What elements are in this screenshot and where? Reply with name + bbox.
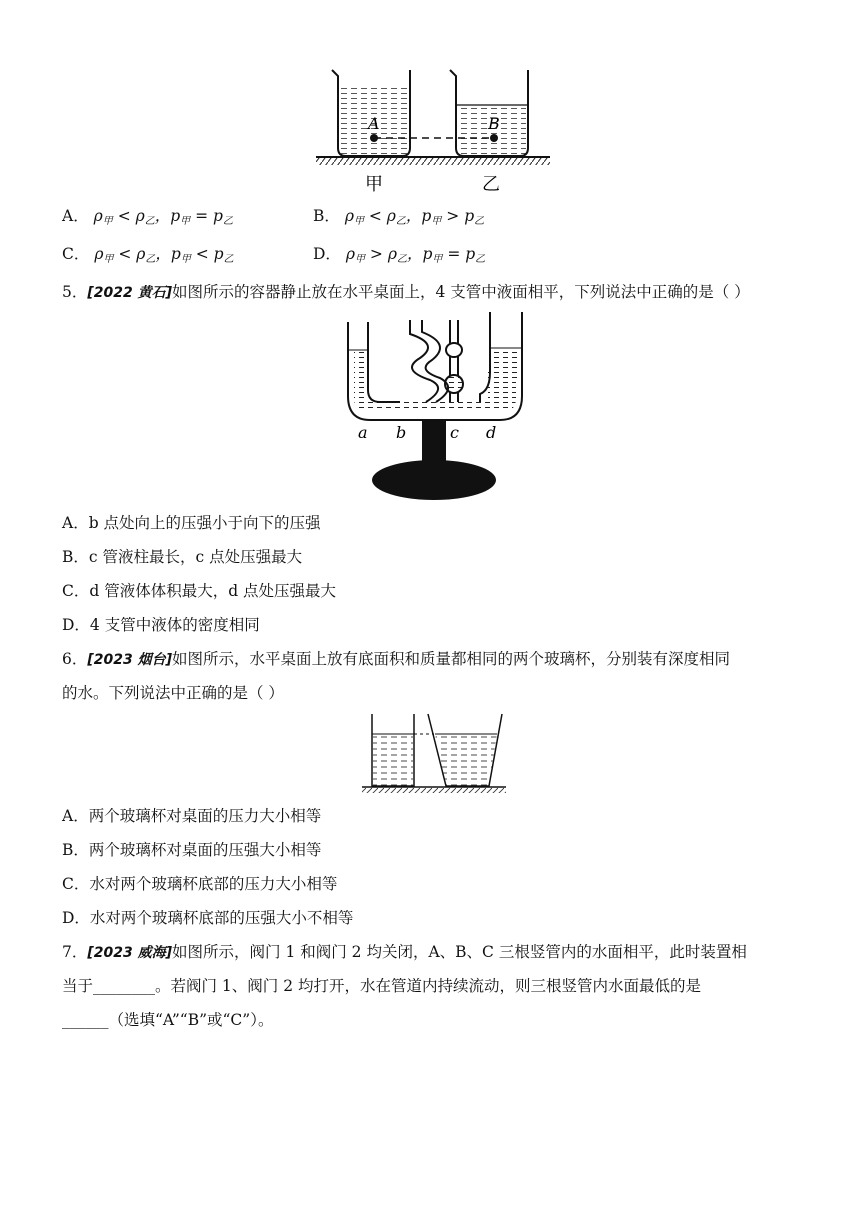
point-b-label: B: [488, 114, 500, 133]
q6-option-b: B．两个玻璃杯对桌面的压强大小相等: [62, 841, 322, 859]
tube-d-label: d: [486, 423, 497, 442]
q7-line3: ______（选填“A”“B”或“C”）。: [62, 1011, 274, 1029]
q4-option-b: B． $\rho_甲 < \rho_乙$，$p_甲 > p_乙$: [313, 207, 485, 227]
q6-option-c: C．水对两个玻璃杯底部的压力大小相等: [62, 875, 338, 893]
cup-left-label: 甲: [365, 174, 383, 195]
tube-c-label: c: [450, 423, 459, 442]
q6-stem-line2: 的水。下列说法中正确的是（ ）: [62, 684, 284, 702]
figure-connected-vessel: [340, 310, 530, 506]
q7-line1: 7．[2023 威海]如图所示，阀门 1 和阀门 2 均关闭，A、B、C 三根竖管内的水面相平，此时装置相: [62, 943, 747, 961]
tube-a-label: a: [358, 423, 368, 442]
q5-stem: 5．[2022 黄石]如图所示的容器静止放在水平桌面上，4 支管中液面相平，下列说法中正确的是（ ）: [62, 283, 750, 301]
q4-option-a: A． $\rho_甲 < \rho_乙$，$p_甲 = p_乙$: [62, 207, 233, 227]
q6-stem-line1: 6．[2023 烟台]如图所示，水平桌面上放有底面积和质量都相同的两个玻璃杯，分别装有深度相同: [62, 650, 731, 668]
q6-option-a: A．两个玻璃杯对桌面的压力大小相等: [62, 807, 322, 825]
cup-right-label: 乙: [482, 174, 500, 195]
q5-option-d: D．4 支管中液体的密度相同: [62, 616, 260, 634]
q4-option-c: C． $\rho_甲 < \rho_乙$，$p_甲 < p_乙$: [62, 245, 234, 265]
figure-glasses: [360, 710, 510, 794]
point-a-label: A: [368, 114, 380, 133]
q5-option-a: A．b 点处向上的压强小于向下的压强: [62, 514, 321, 532]
q5-option-b: B．c 管液柱最长，c 点处压强最大: [62, 548, 303, 566]
figure-beakers: [310, 66, 560, 196]
q5-option-c: C．d 管液体体积最大，d 点处压强最大: [62, 582, 337, 600]
q7-line2: 当于________。若阀门 1、阀门 2 均打开，水在管道内持续流动，则三根竖管内水面最低的是: [62, 977, 702, 995]
tube-b-label: b: [396, 423, 407, 442]
q4-option-d: D． $\rho_甲 > \rho_乙$，$p_甲 = p_乙$: [313, 245, 486, 265]
q6-option-d: D．水对两个玻璃杯底部的压强大小不相等: [62, 909, 354, 927]
